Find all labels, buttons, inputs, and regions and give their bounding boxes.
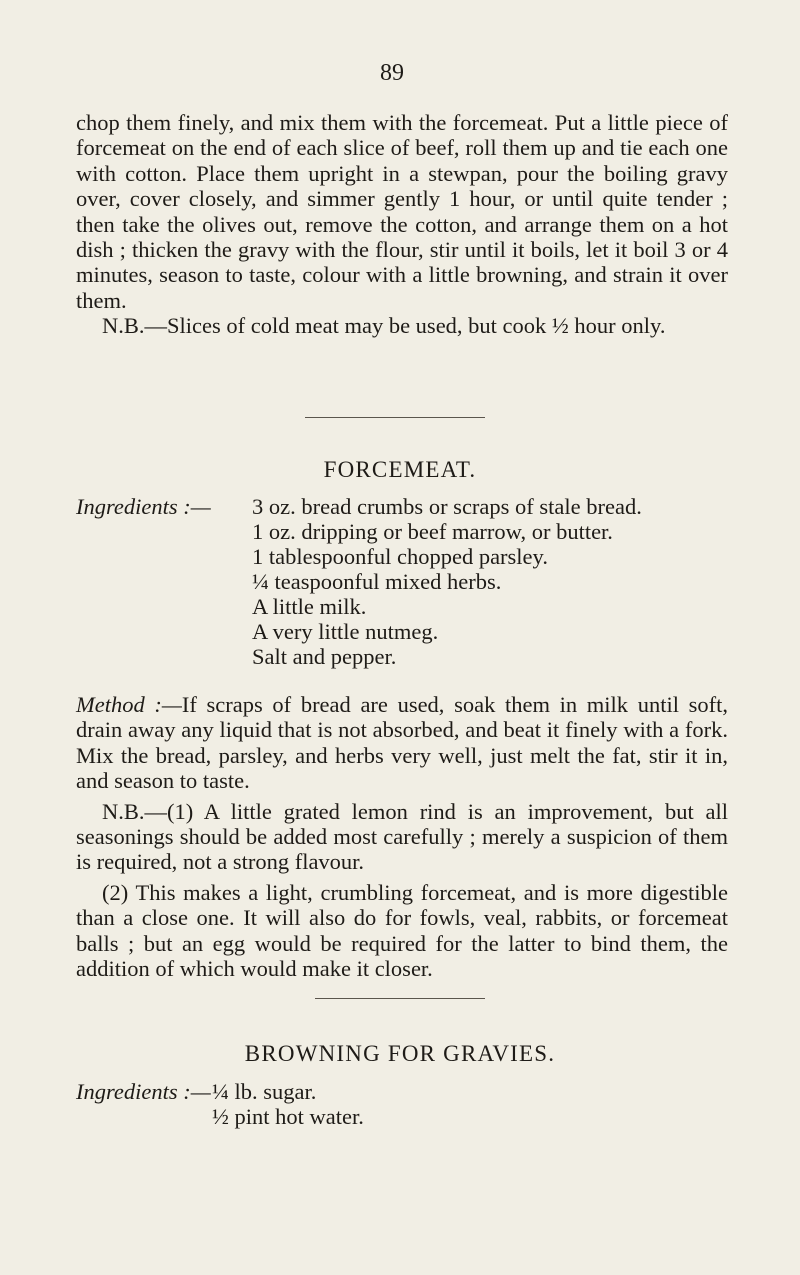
section-divider [315, 998, 485, 999]
forcemeat-heading: FORCEMEAT. [323, 457, 477, 482]
forcemeat-note-2: (2) This makes a light, crumbling forcemeat, and is more digestible than a close one. It will also do for fowls, veal, rabbits, or forcemeat balls ; but an egg would be required for the latter to bind them, the addition of which would make it closer. [76, 879, 728, 982]
ingredient-row [76, 619, 642, 644]
ingredient-item: ½ pint hot water. [212, 1104, 364, 1129]
ingredients-label: Ingredients :— [76, 1079, 211, 1104]
ingredient-row [76, 519, 642, 544]
forcemeat-method-section [76, 692, 728, 986]
browning-heading: BROWNING FOR GRAVIES. [244, 1041, 556, 1066]
intro-paragraph: chop them finely, and mix them with the forcemeat. Put a little piece of forcemeat on the end of each slice of beef, roll them up and tie each one with cotton. Place them upright in a stewpan, pour the boiling gravy over, cover closely, and simmer gently 1 hour, or until quite tender ; then take the olives out, remove the cotton, and arrange them on a hot dish ; thicken the gravy with the flour, stir until it boils, let it boil 3 or 4 minutes, season to taste, colour with a little browning, and strain it over them. [76, 110, 728, 313]
ingredient-item: A little milk. [252, 594, 367, 619]
ingredient-item: ¼ lb. sugar. [212, 1079, 317, 1104]
intro-note: N.B.—Slices of cold meat may be used, but cook ½ hour only. [102, 313, 666, 339]
ingredient-row [76, 494, 642, 519]
ingredient-item: 3 oz. bread crumbs or scraps of stale bread. [252, 494, 642, 519]
page-number: 89 [380, 60, 404, 86]
ingredient-row [76, 1079, 364, 1104]
ingredient-row [76, 594, 642, 619]
ingredient-item: ¼ teaspoonful mixed herbs. [252, 569, 502, 594]
ingredient-item: 1 tablespoonful chopped parsley. [252, 544, 548, 569]
intro-section [76, 110, 728, 339]
method-paragraph [76, 692, 728, 794]
ingredient-row [76, 1104, 364, 1129]
method-text: If scraps of bread are used, soak them in milk until soft, drain away any liquid that is not absorbed, and beat it finely with a fork. Mix the bread, parsley, and herbs very well, just melt the fat, stir it in, and season to taste. [76, 692, 728, 794]
ingredient-row [76, 644, 642, 669]
section-divider [305, 417, 485, 418]
ingredient-row [76, 569, 642, 594]
forcemeat-note-1: N.B.—(1) A little grated lemon rind is an improvement, but all seasonings should be added most carefully ; merely a suspicion of them is required, not a strong flavour. [76, 798, 728, 875]
method-label: Method :— [76, 692, 182, 717]
forcemeat-ingredients [76, 494, 642, 669]
ingredient-row [76, 544, 642, 569]
ingredient-item: 1 oz. dripping or beef marrow, or butter. [252, 519, 613, 544]
browning-ingredients [76, 1079, 364, 1129]
ingredient-item: Salt and pepper. [252, 644, 397, 669]
ingredient-item: A very little nutmeg. [252, 619, 439, 644]
ingredients-label: Ingredients :— [76, 494, 211, 519]
